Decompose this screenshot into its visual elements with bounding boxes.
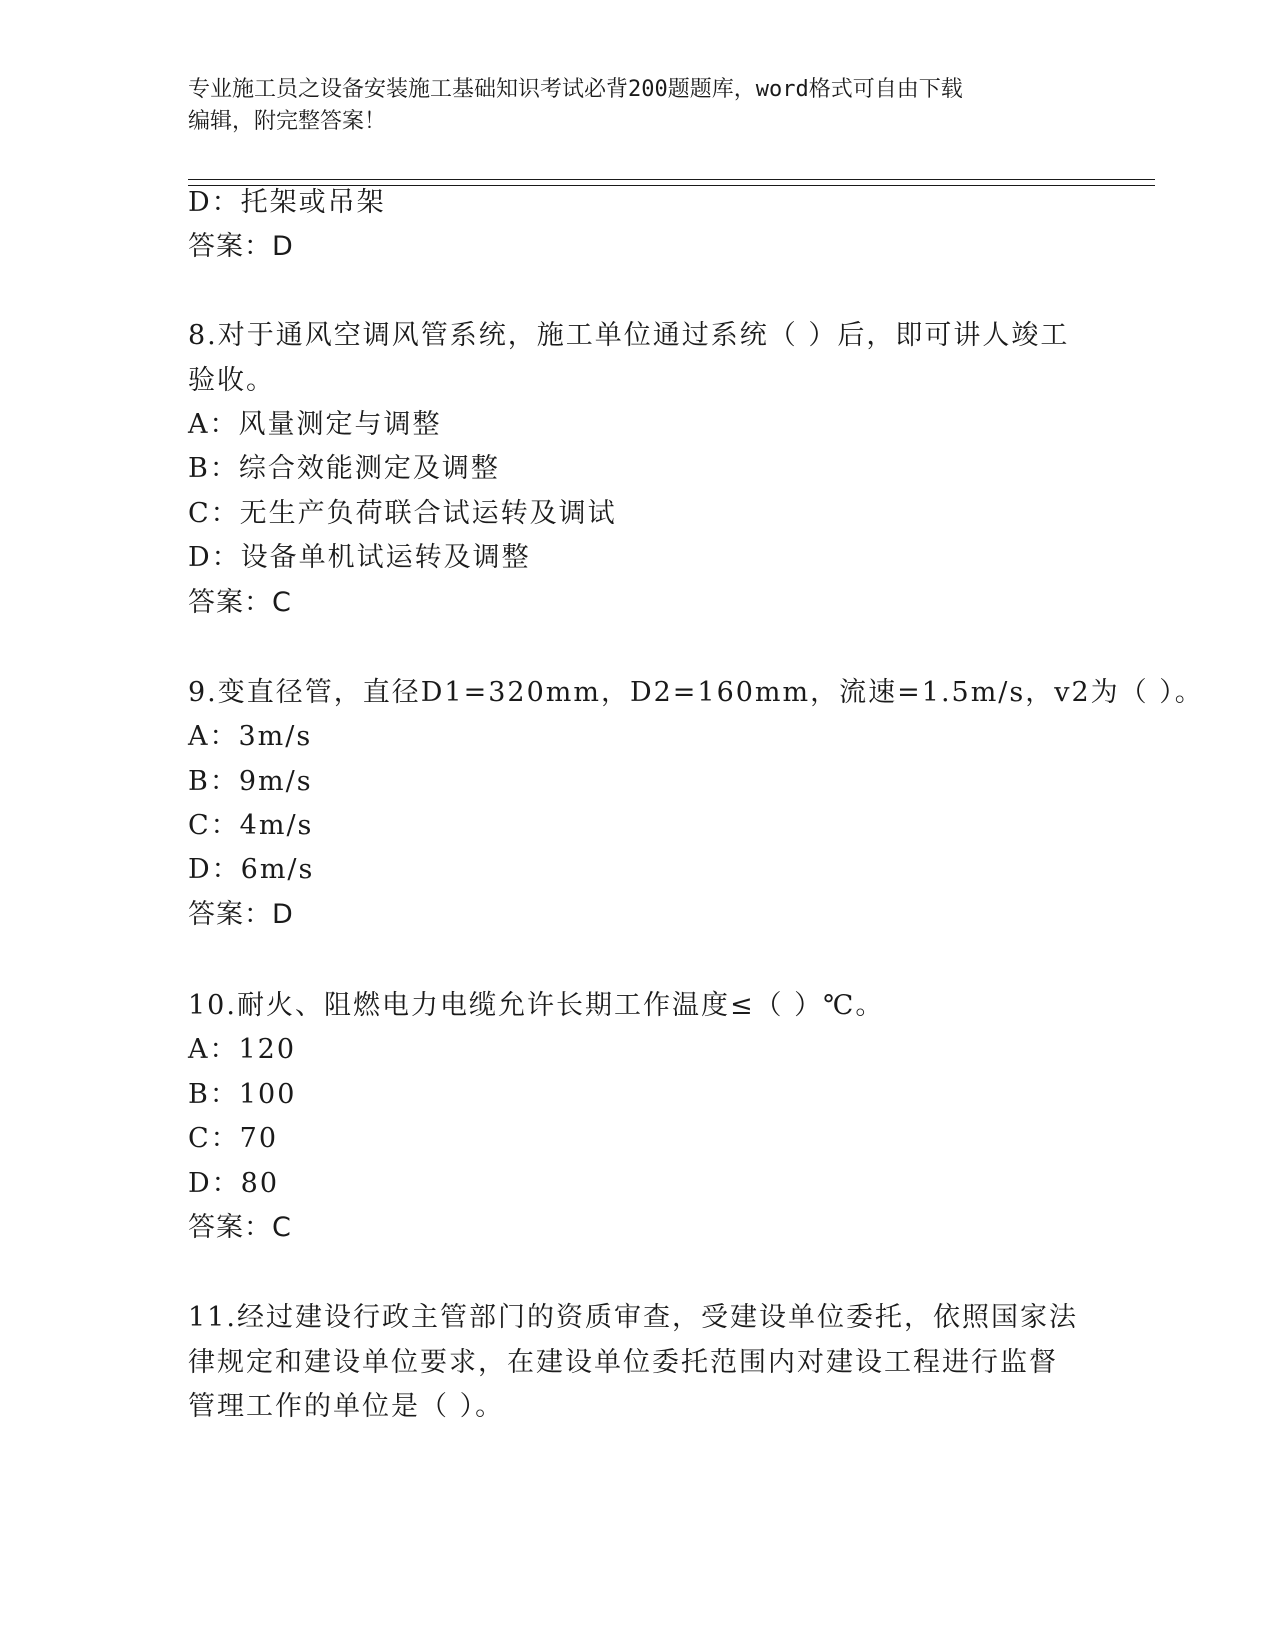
question-9-option-a: A：3m/s xyxy=(188,721,313,752)
question-8-line-1: 8.对于通风空调风管系统，施工单位通过系统（ ）后，即可讲人竣工 xyxy=(188,320,1070,351)
question-11-line-1: 11.经过建设行政主管部门的资质审查，受建设单位委托，依照国家法 xyxy=(188,1302,1078,1333)
question-9-option-d: D：6m/s xyxy=(188,854,315,885)
header-title-line-1: 专业施工员之设备安装施工基础知识考试必背200题题库，word格式可自由下载 xyxy=(188,77,963,102)
question-10-line-1: 10.耐火、阻燃电力电缆允许长期工作温度≤（ ）℃。 xyxy=(188,990,885,1021)
answer-text: 答案：D xyxy=(188,231,294,262)
question-8-line-2: 验收。 xyxy=(188,365,275,396)
question-10-option-c: C：70 xyxy=(188,1123,279,1154)
question-9-option-c: C：4m/s xyxy=(188,810,314,841)
question-11-line-3: 管理工作的单位是（ ）。 xyxy=(188,1391,505,1422)
question-11-line-2: 律规定和建设单位要求，在建设单位委托范围内对建设工程进行监督 xyxy=(188,1347,1058,1378)
header-title-line-2: 编辑，附完整答案！ xyxy=(188,109,387,134)
question-9-answer: 答案：D xyxy=(188,899,294,930)
question-10-option-d: D：80 xyxy=(188,1168,280,1199)
question-9-line-1: 9.变直径管，直径D1=320mm，D2=160mm，流速=1.5m/s，v2为（ ）。 xyxy=(188,677,1204,708)
question-10-option-b: B：100 xyxy=(188,1079,297,1110)
question-8-option-a: A：风量测定与调整 xyxy=(188,409,442,440)
option-d: D：托架或吊架 xyxy=(188,187,386,218)
question-8-option-d: D：设备单机试运转及调整 xyxy=(188,542,531,573)
question-8-option-c: C：无生产负荷联合试运转及调试 xyxy=(188,498,617,529)
question-8-option-b: B：综合效能测定及调整 xyxy=(188,453,500,484)
page-header xyxy=(188,74,1088,138)
question-9-option-b: B：9m/s xyxy=(188,766,313,797)
question-10-answer: 答案：C xyxy=(188,1212,292,1243)
question-8-answer: 答案：C xyxy=(188,587,292,618)
question-10-option-a: A：120 xyxy=(188,1034,297,1065)
